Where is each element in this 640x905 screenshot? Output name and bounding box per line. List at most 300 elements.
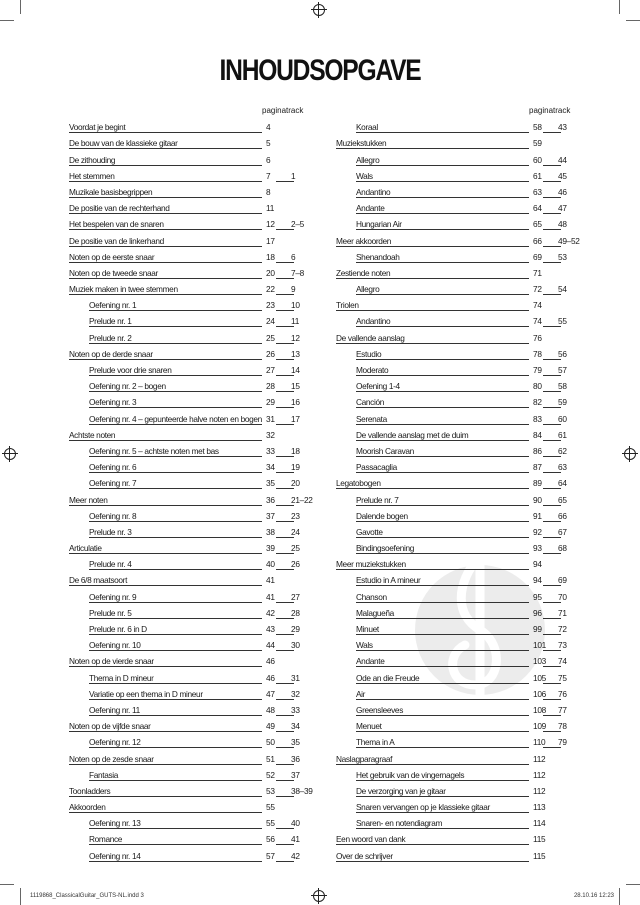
toc-entry: [69, 393, 304, 409]
toc-entry: [69, 636, 304, 652]
entry-track: 6: [291, 251, 296, 262]
entry-underline: [89, 683, 262, 684]
entry-label: De vallende aanslag: [336, 332, 405, 343]
registration-mark-left: [4, 448, 16, 460]
entry-label: Thema in D mineur: [89, 672, 154, 683]
entry-label: Estudio in A mineur: [356, 575, 421, 586]
toc-entry: [336, 183, 571, 199]
toc-entry: [69, 474, 304, 490]
entry-page: 83: [533, 413, 542, 424]
crop-mark-bottom-right: [619, 888, 621, 905]
toc-entry: [69, 587, 304, 603]
entry-track: 11: [291, 316, 300, 327]
entry-track: 59: [558, 397, 567, 408]
entry-underline: [356, 213, 529, 214]
entry-underline: [69, 666, 262, 667]
entry-page: 41: [266, 591, 275, 602]
entry-underline: [356, 197, 529, 198]
entry-underline: [356, 747, 529, 748]
entry-page: 47: [266, 688, 275, 699]
entry-track: 56: [558, 348, 567, 359]
entry-page: 106: [533, 688, 546, 699]
entry-underline: [69, 294, 262, 295]
entry-page: 46: [266, 656, 275, 667]
entry-track: 53: [558, 251, 567, 262]
toc-entry: [336, 442, 571, 458]
toc-entry: [69, 539, 304, 555]
entry-track: 69: [558, 575, 567, 586]
entry-page: 18: [266, 251, 275, 262]
registration-mark-top: [313, 4, 325, 16]
entry-underline: [89, 472, 262, 473]
entry-underline: [89, 456, 262, 457]
track-underline: [276, 537, 294, 538]
entry-page: 108: [533, 704, 546, 715]
entry-underline: [356, 715, 529, 716]
entry-label: De vallende aanslag met de duim: [356, 429, 469, 440]
track-underline: [276, 602, 294, 603]
toc-entry: [336, 507, 571, 523]
toc-entry: [69, 296, 304, 312]
toc-entry: [336, 782, 571, 798]
entry-page: 23: [266, 300, 275, 311]
entry-track: 67: [558, 526, 567, 537]
entry-label: Oefening nr. 12: [89, 737, 141, 748]
track-underline: [543, 326, 561, 327]
track-underline: [543, 132, 561, 133]
entry-label: Triolen: [336, 300, 359, 311]
entry-label: Het gebruik van de vingernagels: [356, 769, 465, 780]
entry-label: Noten op de vierde snaar: [69, 656, 154, 667]
entry-page: 51: [266, 753, 275, 764]
entry-page: 105: [533, 672, 546, 683]
toc-entry: [336, 490, 571, 506]
entry-track: 34: [291, 721, 300, 732]
toc-entry: [69, 814, 304, 830]
toc-entry: [336, 248, 571, 264]
entry-page: 94: [533, 575, 542, 586]
entry-underline: [89, 424, 262, 425]
toc-entry: [69, 749, 304, 765]
toc-entry: [69, 231, 304, 247]
entry-page: 92: [533, 526, 542, 537]
toc-entry: [69, 766, 304, 782]
entry-track: 62: [558, 445, 567, 456]
entry-underline: [356, 472, 529, 473]
entry-underline: [89, 780, 262, 781]
entry-underline: [69, 812, 262, 813]
entry-track: 1: [291, 170, 296, 181]
entry-track: 57: [558, 365, 567, 375]
entry-label: Muziek maken in twee stemmen: [69, 284, 178, 295]
entry-page: 48: [266, 704, 275, 715]
entry-underline: [356, 326, 529, 327]
entry-underline: [69, 165, 262, 166]
track-underline: [276, 634, 294, 635]
entry-label: Oefening nr. 6: [89, 462, 137, 473]
entry-page: 112: [533, 785, 546, 796]
entry-label: Zestiende noten: [336, 267, 391, 278]
entry-label: Air: [356, 688, 366, 699]
entry-label: Muziekstukken: [336, 138, 387, 149]
track-underline: [543, 505, 561, 506]
track-underline: [543, 650, 561, 651]
entry-page: 12: [266, 219, 275, 230]
entry-page: 58: [533, 122, 542, 133]
entry-label: Noten op de vijfde snaar: [69, 721, 151, 732]
track-underline: [276, 844, 294, 845]
toc-entry: [69, 685, 304, 701]
toc-entry: [336, 636, 571, 652]
entry-label: Shenandoah: [356, 251, 400, 262]
entry-page: 43: [266, 624, 275, 634]
entry-label: Chanson: [356, 591, 387, 602]
track-underline: [543, 634, 561, 635]
entry-underline: [69, 764, 262, 765]
entry-underline: [89, 715, 262, 716]
entry-page: 94: [533, 559, 542, 570]
entry-page: 46: [266, 672, 275, 683]
page-title: INHOUDSOPGAVE: [219, 54, 421, 87]
track-underline: [276, 488, 294, 489]
toc-entry: [69, 798, 304, 814]
toc-entry: [69, 733, 304, 749]
entry-underline: [89, 537, 262, 538]
toc-entry: [69, 248, 304, 264]
entry-label: Ode an die Freude: [356, 672, 420, 683]
entry-label: Thema in A: [356, 737, 395, 748]
track-underline: [543, 246, 561, 247]
crop-mark-top-right-h: [626, 20, 640, 22]
toc-entry: [336, 701, 571, 717]
entry-page: 69: [533, 251, 542, 262]
track-underline: [543, 456, 561, 457]
entry-underline: [89, 618, 262, 619]
track-underline: [543, 585, 561, 586]
entry-page: 53: [266, 785, 275, 796]
entry-page: 25: [266, 332, 275, 343]
entry-label: Prelude nr. 7: [356, 494, 399, 505]
toc-right-column: [336, 104, 580, 863]
track-underline: [543, 747, 561, 748]
entry-underline: [356, 262, 529, 263]
toc-entry: [69, 458, 304, 474]
entry-page: 80: [533, 381, 542, 392]
toc-entry: [69, 442, 304, 458]
track-underline: [276, 618, 294, 619]
column-header: [69, 104, 304, 118]
track-underline: [276, 359, 294, 360]
entry-underline: [69, 278, 262, 279]
toc-entry: [69, 280, 304, 296]
entry-page: 36: [266, 494, 275, 505]
entry-underline: [69, 585, 262, 586]
toc-entry: [69, 167, 304, 183]
entry-page: 26: [266, 348, 275, 359]
entry-page: 71: [533, 267, 542, 278]
crop-mark-bottom-left-h: [0, 884, 14, 886]
entry-track: 63: [558, 462, 567, 473]
entry-label: Toonladders: [69, 785, 111, 796]
entry-track: 12: [291, 332, 300, 343]
entry-track: 58: [558, 381, 567, 392]
toc-entry: [336, 199, 571, 215]
entry-label: Legatobogen: [336, 478, 381, 489]
entry-label: Gavotte: [356, 526, 383, 537]
entry-label: Noten op de zesde snaar: [69, 753, 154, 764]
track-underline: [276, 747, 294, 748]
pagina-header: pagina: [262, 106, 287, 115]
entry-underline: [89, 521, 262, 522]
track-underline: [276, 699, 294, 700]
entry-track: 16: [291, 397, 300, 408]
toc-entry: [69, 523, 304, 539]
entry-label: Oefening nr. 4 – gepunteerde halve noten en bogen: [89, 413, 262, 424]
entry-track: 31: [291, 672, 300, 683]
toc-entry: [69, 409, 304, 425]
entry-label: Oefening nr. 3: [89, 397, 137, 408]
entry-track: 43: [558, 122, 567, 133]
track-underline: [276, 650, 294, 651]
entry-page: 95: [533, 591, 542, 602]
entry-underline: [89, 747, 262, 748]
entry-page: 27: [266, 365, 275, 375]
entry-track: 30: [291, 640, 300, 651]
track-underline: [276, 375, 294, 376]
entry-label: De zithouding: [69, 154, 116, 165]
entry-label: Het stemmen: [69, 170, 115, 181]
entry-underline: [356, 165, 529, 166]
entry-page: 96: [533, 607, 542, 618]
entry-track: 25: [291, 543, 300, 554]
entry-label: Over de schrijver: [336, 850, 393, 861]
entry-underline: [69, 440, 262, 441]
entry-underline: [336, 488, 529, 489]
entry-track: 66: [558, 510, 567, 521]
toc-entry: [336, 539, 571, 555]
entry-underline: [356, 407, 529, 408]
track-underline: [543, 602, 561, 603]
track-underline: [276, 391, 294, 392]
entry-track: 41: [291, 834, 300, 845]
entry-track: 42: [291, 850, 300, 861]
entry-page: 17: [266, 235, 275, 246]
entry-underline: [356, 828, 529, 829]
toc-entry: [336, 717, 571, 733]
entry-track: 61: [558, 429, 567, 440]
toc-entry: [336, 587, 571, 603]
entry-underline: [356, 618, 529, 619]
entry-track: 72: [558, 624, 567, 634]
toc-entry: [336, 264, 571, 280]
track-underline: [276, 828, 294, 829]
track-underline: [543, 213, 561, 214]
track-underline: [543, 683, 561, 684]
track-underline: [276, 407, 294, 408]
toc-entry: [336, 409, 571, 425]
toc-entry: [336, 685, 571, 701]
track-underline: [543, 715, 561, 716]
entry-page: 82: [533, 397, 542, 408]
entry-underline: [356, 553, 529, 554]
toc-entry: [336, 150, 571, 166]
entry-underline: [89, 602, 262, 603]
entry-page: 110: [533, 737, 546, 748]
entry-label: Oefening nr. 1: [89, 300, 137, 311]
track-underline: [276, 294, 294, 295]
entry-underline: [69, 148, 262, 149]
toc-entry: [69, 345, 304, 361]
entry-underline: [356, 537, 529, 538]
entry-label: Het bespelen van de snaren: [69, 219, 164, 230]
entry-page: 79: [533, 365, 542, 375]
entry-label: Fantasia: [89, 769, 119, 780]
entry-label: Naslagparagraaf: [336, 753, 393, 764]
track-underline: [543, 440, 561, 441]
entry-page: 109: [533, 721, 546, 732]
entry-underline: [69, 553, 262, 554]
toc-entry: [336, 328, 571, 344]
toc-entry: [69, 264, 304, 280]
entry-label: Meer akkoorden: [336, 235, 392, 246]
entry-track: 76: [558, 688, 567, 699]
entry-track: 40: [291, 818, 300, 829]
entry-track: 36: [291, 753, 300, 764]
entry-page: 55: [266, 802, 275, 813]
toc-entry: [336, 167, 571, 183]
entry-page: 7: [266, 170, 271, 181]
entry-label: Koraal: [356, 122, 378, 133]
entry-underline: [356, 634, 529, 635]
entry-label: Prelude nr. 6 in D: [89, 624, 147, 634]
entry-track: 18: [291, 445, 300, 456]
entry-page: 76: [533, 332, 542, 343]
toc-entry: [69, 183, 304, 199]
entry-track: 17: [291, 413, 300, 424]
toc-entry: [69, 134, 304, 150]
entry-page: 6: [266, 154, 271, 165]
entry-page: 112: [533, 753, 546, 764]
track-underline: [276, 262, 294, 263]
entry-underline: [69, 132, 262, 133]
entry-track: 77: [558, 704, 567, 715]
entry-label: Prelude nr. 3: [89, 526, 132, 537]
entry-page: 33: [266, 445, 275, 456]
entry-page: 114: [533, 818, 546, 829]
entry-underline: [69, 229, 262, 230]
entry-underline: [356, 229, 529, 230]
toc-entry: [69, 830, 304, 846]
track-underline: [276, 861, 294, 862]
entry-underline: [356, 456, 529, 457]
entry-underline: [89, 634, 262, 635]
toc-entry: [69, 604, 304, 620]
crop-mark-top-left: [20, 0, 22, 14]
track-underline: [276, 731, 294, 732]
entry-underline: [356, 812, 529, 813]
entry-underline: [356, 359, 529, 360]
entry-label: Meer noten: [69, 494, 108, 505]
track-underline: [276, 472, 294, 473]
toc-entry: [336, 830, 571, 846]
toc-entry: [336, 571, 571, 587]
entry-underline: [89, 375, 262, 376]
entry-label: Passacaglia: [356, 462, 397, 473]
toc-entry: [69, 426, 304, 442]
track-underline: [276, 456, 294, 457]
toc-entry: [69, 150, 304, 166]
track-underline: [276, 326, 294, 327]
entry-label: Akkoorden: [69, 802, 106, 813]
toc-entry: [69, 620, 304, 636]
entry-underline: [89, 861, 262, 862]
entry-track: 44: [558, 154, 567, 165]
toc-entry: [336, 426, 571, 442]
entry-label: Oefening nr. 14: [89, 850, 141, 861]
entry-label: Moderato: [356, 365, 389, 375]
entry-label: De positie van de linkerhand: [69, 235, 164, 246]
entry-label: Andante: [356, 656, 385, 667]
entry-label: Dalende bogen: [356, 510, 408, 521]
toc-entry: [69, 555, 304, 571]
entry-track: 26: [291, 559, 300, 570]
entry-page: 4: [266, 122, 271, 133]
toc-entry: [336, 296, 571, 312]
entry-underline: [89, 488, 262, 489]
entry-label: Bindingsoefening: [356, 543, 415, 554]
entry-track: 64: [558, 478, 567, 489]
entry-page: 40: [266, 559, 275, 570]
toc-entry: [336, 345, 571, 361]
toc-entry: [336, 749, 571, 765]
track-underline: [276, 569, 294, 570]
toc-entry: [336, 652, 571, 668]
entry-label: Oefening 1-4: [356, 381, 400, 392]
track-underline: [276, 424, 294, 425]
toc-entry: [69, 490, 313, 506]
entry-track: 70: [558, 591, 567, 602]
track-underline: [543, 521, 561, 522]
entry-label: Achtste noten: [69, 429, 116, 440]
toc-entry: [69, 312, 304, 328]
entry-label: Hungarian Air: [356, 219, 402, 230]
toc-entry: [69, 717, 304, 733]
pagina-header: pagina: [529, 106, 554, 115]
entry-page: 89: [533, 478, 542, 489]
entry-track: 74: [558, 656, 567, 667]
toc-entry: [336, 231, 580, 247]
entry-underline: [336, 764, 529, 765]
entry-track: 48: [558, 219, 567, 230]
entry-label: Oefening nr. 10: [89, 640, 141, 651]
toc-entry: [336, 312, 571, 328]
entry-track: 37: [291, 769, 300, 780]
track-underline: [276, 796, 294, 797]
entry-underline: [89, 650, 262, 651]
entry-label: Serenata: [356, 413, 387, 424]
entry-underline: [89, 844, 262, 845]
entry-track: 14: [291, 365, 300, 375]
entry-track: 19: [291, 462, 300, 473]
entry-label: De positie van de rechterhand: [69, 203, 170, 214]
footer-file: 1119868_ClassicalGuitar_GUTS-NL.indd 3: [30, 893, 144, 899]
entry-page: 8: [266, 186, 271, 197]
entry-label: Snaren- en notendiagram: [356, 818, 443, 829]
entry-label: Romance: [89, 834, 123, 845]
entry-underline: [89, 407, 262, 408]
entry-underline: [356, 424, 529, 425]
track-underline: [276, 521, 294, 522]
